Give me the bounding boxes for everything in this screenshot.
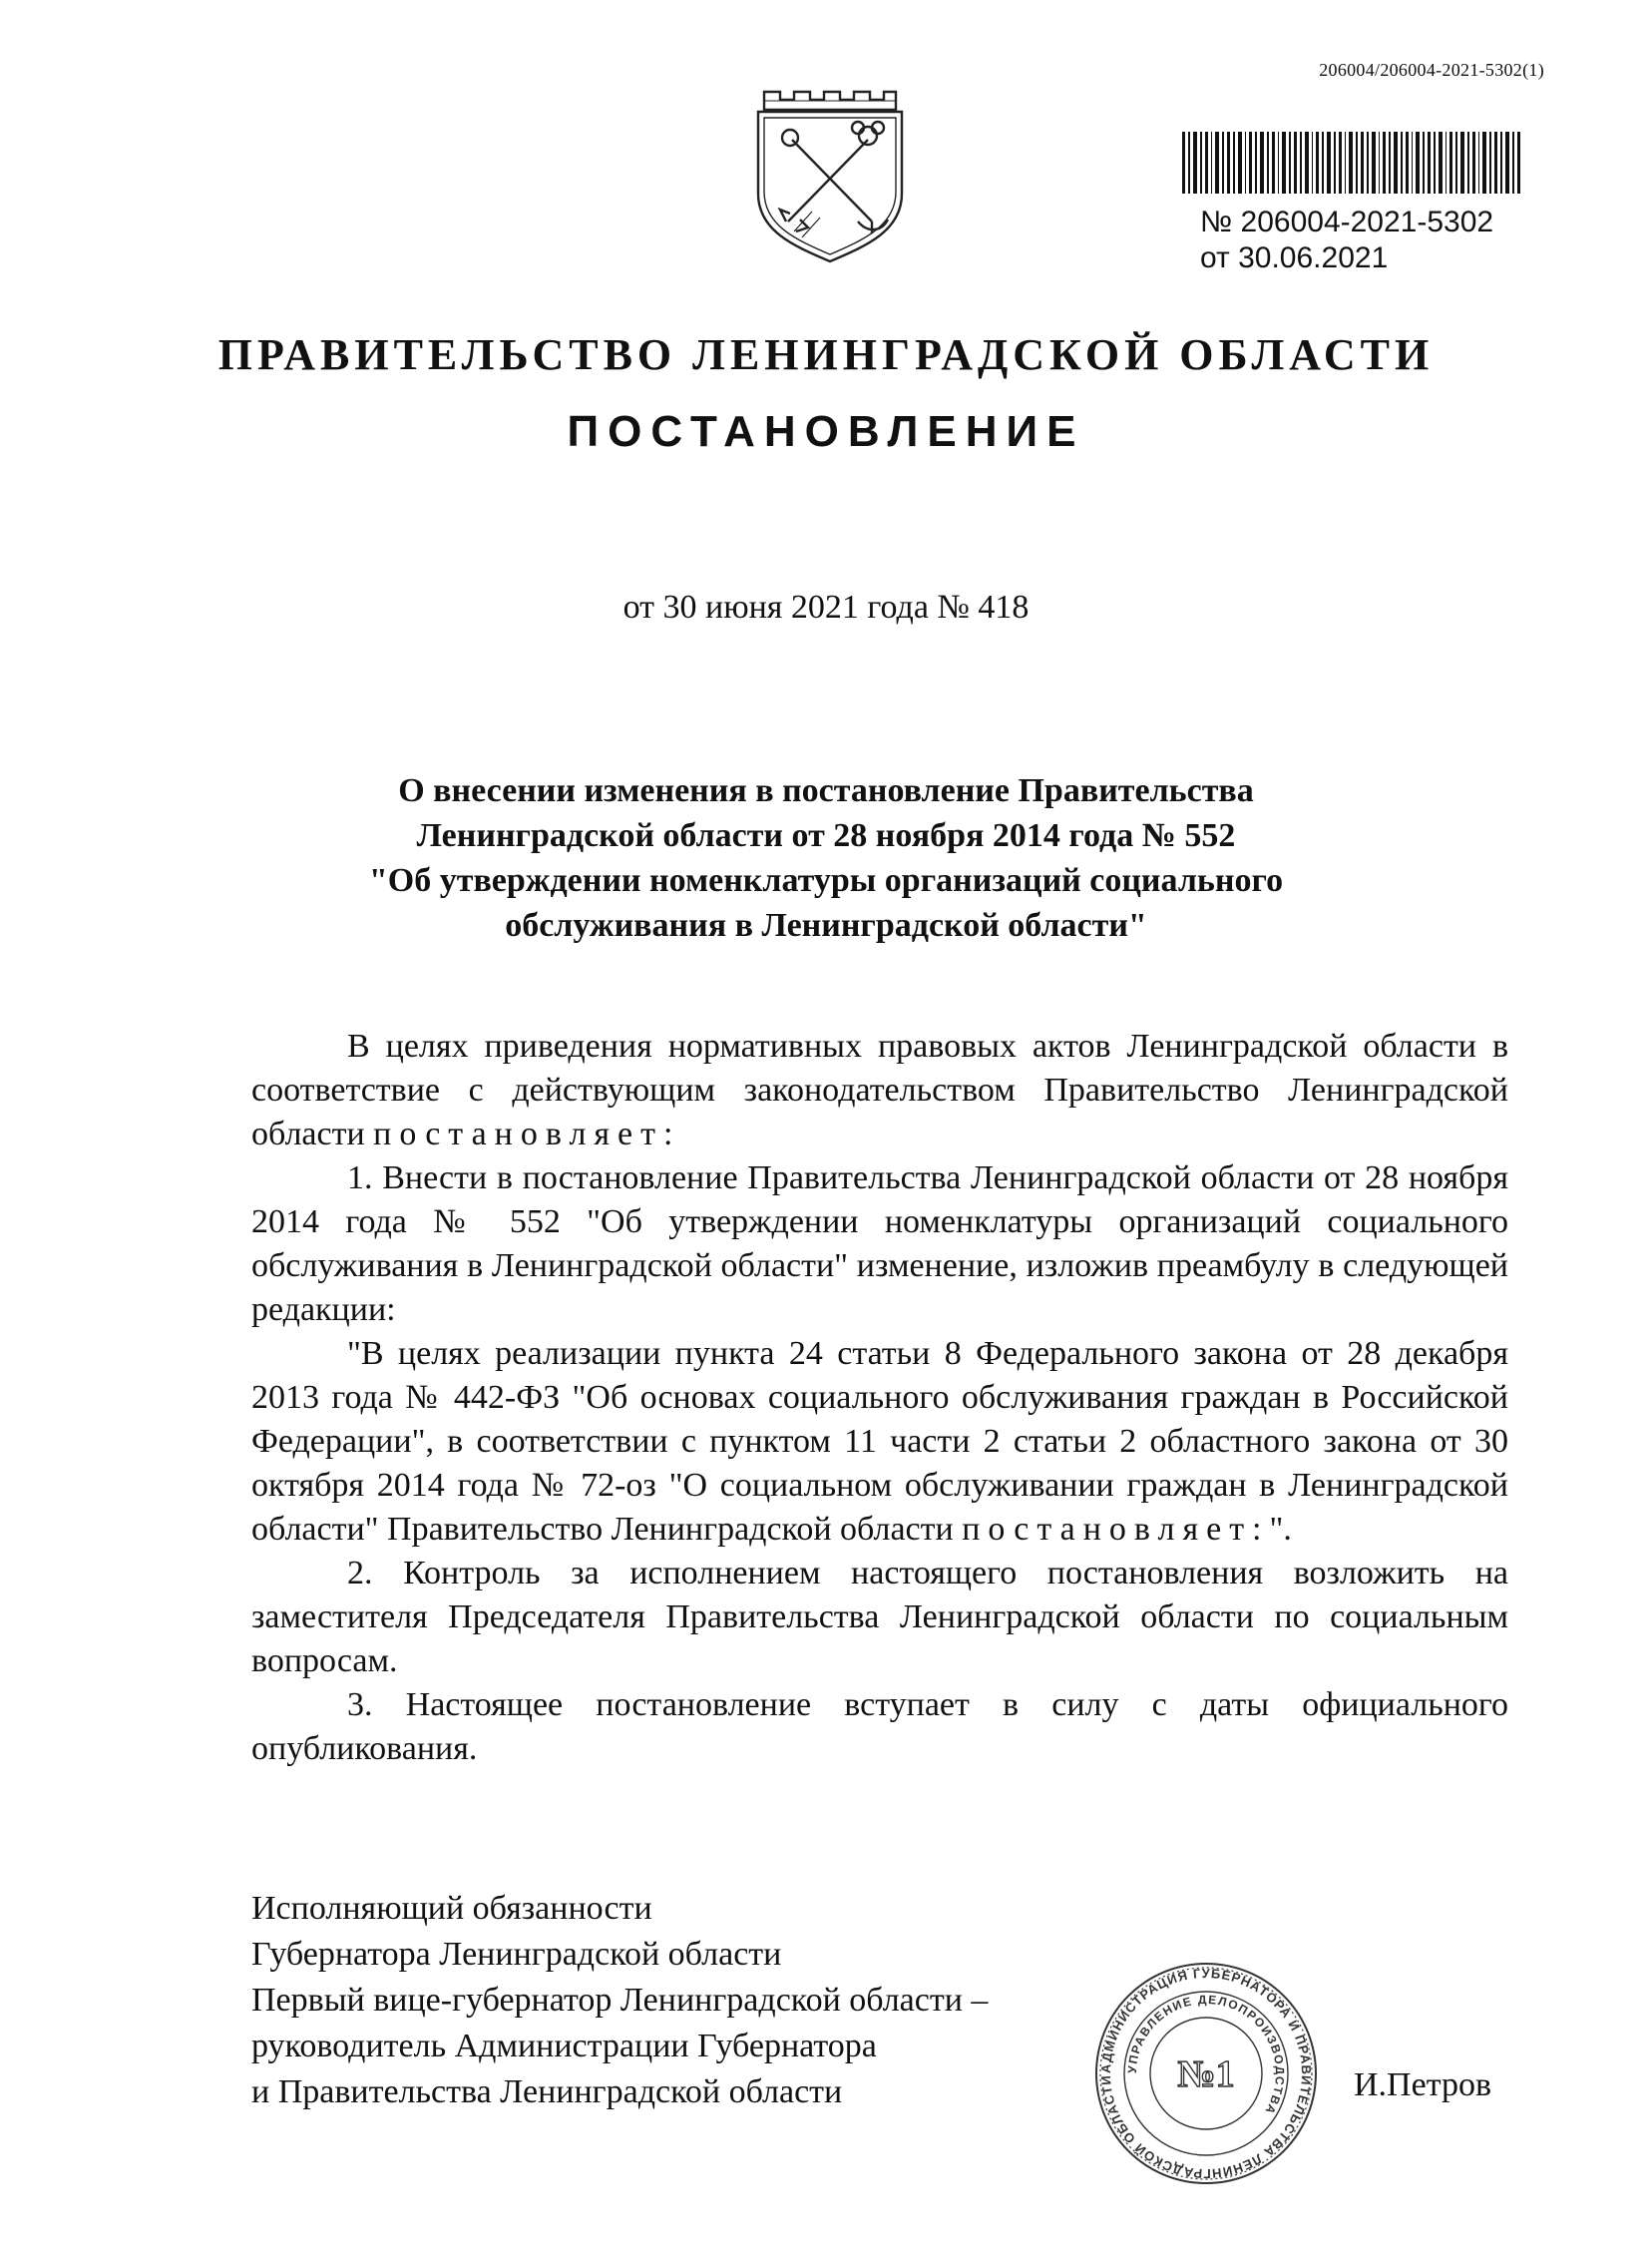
registration-block — [1200, 205, 1493, 276]
signer-name: И.Петров — [1354, 2066, 1492, 2103]
document-title — [0, 768, 1652, 948]
clause-1: 1. Внести в постановление Правительства Ленинградской области от 28 ноября 2014 года № 552 "Об утверждении номенклатуры организаций социального обслуживания в Ленинградской области" изменение, изложив преамбулу в следующей редакции: — [251, 1159, 1508, 1328]
official-stamp — [1093, 1961, 1319, 2186]
clause-2: 2. Контроль за исполнением настоящего постановления возложить на заместителя Председателя Правительства Ленинградской области по социальным вопросам. — [251, 1555, 1508, 1679]
signature-line: руководитель Администрации Губернатора — [251, 2028, 877, 2064]
signature-line: и Правительства Ленинградской области — [251, 2073, 843, 2110]
title-line: обслуживания в Ленинградской области" — [505, 907, 1147, 944]
preamble-text: В целях приведения нормативных правовых актов Ленинградской области в соответствие с действующим законодательством Правительство Ленинградской области — [251, 1028, 1508, 1152]
registration-date: от 30.06.2021 — [1200, 241, 1389, 274]
stamp-number: №1 — [1177, 2053, 1235, 2095]
authority-title: ПРАВИТЕЛЬСТВО ЛЕНИНГРАДСКОЙ ОБЛАСТИ — [217, 330, 1435, 379]
document-body — [251, 1025, 1508, 1771]
clause-3: 3. Настоящее постановление вступает в силу с даты официального опубликования. — [251, 1686, 1508, 1767]
title-line: О внесении изменения в постановление Правительства — [398, 772, 1254, 809]
title-line: "Об утверждении номенклатуры организаций социального — [368, 862, 1284, 899]
quote-end: ". — [1269, 1511, 1292, 1548]
decree-word: постановляет: — [962, 1511, 1270, 1548]
decree-word: постановляет: — [373, 1116, 681, 1152]
signature-line: Исполняющий обязанности — [251, 1890, 652, 1927]
signature-block — [251, 1886, 988, 2115]
coat-of-arms-icon — [750, 82, 910, 266]
preamble-paragraph — [251, 1025, 1508, 1156]
stamp-inner-text: УПРАВЛЕНИЕ ДЕЛОПРОИЗВОДСТВА — [1124, 1992, 1288, 2118]
signature-line: Губернатора Ленинградской области — [251, 1936, 782, 1973]
barcode — [1182, 132, 1521, 194]
stamp-outer-text: АДМИНИСТРАЦИЯ ГУБЕРНАТОРА И ПРАВИТЕЛЬСТВА ЛЕНИНГРАДСКОЙ ОБЛАСТИ — [1097, 1965, 1315, 2182]
document-type: ПОСТАНОВЛЕНИЕ — [567, 407, 1085, 456]
signature-line: Первый вице-губернатор Ленинградской области – — [251, 1982, 989, 2019]
title-line: Ленинградской области от 28 ноября 2014 года № 552 — [416, 817, 1236, 854]
new-preamble-text: "В целях реализации пункта 24 статьи 8 Федерального закона от 28 декабря 2013 года № 442-ФЗ "Об основах социального обслуживания граждан в Российской Федерации", в соответствии с пунктом 11 части 2 статьи 2 областного закона от 30 октября 2014 года № 72-оз "О социальном обслуживании граждан в Ленинградской области" Правительство Ленинградской области — [251, 1335, 1508, 1548]
document-date-number: от 30 июня 2021 года № 418 — [622, 589, 1030, 626]
document-id: 206004/206004-2021-5302(1) — [1319, 60, 1544, 80]
registration-number: № 206004-2021-5302 — [1200, 206, 1494, 238]
new-preamble-paragraph — [251, 1332, 1508, 1552]
